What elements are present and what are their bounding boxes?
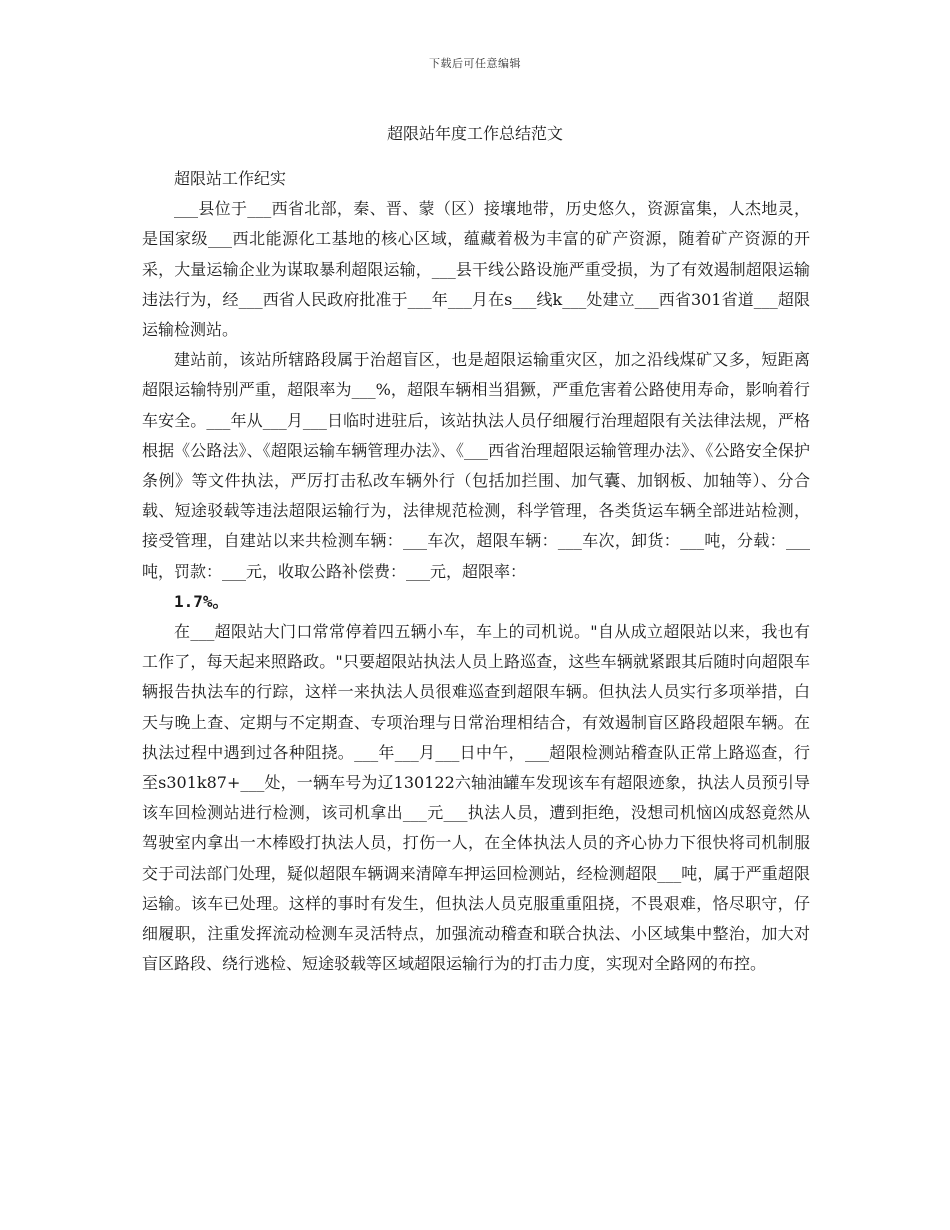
document-subtitle: 超限站工作纪实: [174, 169, 287, 188]
document-title: 超限站年度工作总结范文: [386, 124, 563, 143]
paragraph-2: 建站前，该站所辖路段属于治超盲区，也是超限运输重灾区，加之沿线煤矿又多，短距离超限运输特别严重，超限率为___%，超限车辆相当猖獗，严重危害着公路使用寿命，影响着行车安全。___年从___月___日临时进驻后，该站执法人员仔细履行治理超限有关法律法规，严格根据《公路法》、《超限运输车辆管理办法》、《___西省治理超限运输管理办法》、《公路安全保护条例》等文件执法，严厉打击私改车辆外行（包括加拦围、加气囊、加钢板、加轴等）、分合载、短途驳载等违法超限运输行为，法律规范检测，科学管理，各类货运车辆全部进站检测，接受管理，自建站以来共检测车辆：___车次，超限车辆：___车次，卸货：___吨，分载：___吨，罚款：___元，收取公路补偿费：___元，超限率：: [142, 350, 810, 581]
paragraph-1: ___县位于___西省北部，秦、晋、蒙（区）接壤地带，历史悠久，资源富集，人杰地灵，是国家级___西北能源化工基地的核心区域，蕴藏着极为丰富的矿产资源，随着矿产资源的开采，大量运输企业为谋取暴利超限运输，___县干线公路设施严重受损，为了有效遏制超限运输违法行为，经___西省人民政府批准于___年___月在s___线k___处建立___西省301省道___超限运输检测站。: [142, 199, 810, 340]
header-note: 下载后可任意编辑: [429, 57, 521, 70]
paragraph-4: 在___超限站大门口常常停着四五辆小车，车上的司机说。"自从成立超限站以来，我也有工作了，每天起来照路政。"只要超限站执法人员上路巡查，这些车辆就紧跟其后随时向超限车辆报告执法车的行踪，这样一来执法人员很难巡查到超限车辆。但执法人员实行多项举措，白天与晚上查、定期与不定期查、专项治理与日常治理相结合，有效遏制盲区路段超限车辆。在执法过程中遇到过各种阻挠。___年___月___日中午，___超限检测站稽查队正常上路巡查，行至s301k87+___处，一辆车号为辽130122六轴油罐车发现该车有超限迹象，执法人员预引导该车回检测站进行检测，该司机拿出___元___执法人员，遭到拒绝，没想司机恼凶成怒竟然从驾驶室内拿出一木棒殴打执法人员，打伤一人，在全体执法人员的齐心协力下很快将司机制服交于司法部门处理，疑似超限车辆调来清障车押运回检测站，经检测超限___吨，属于严重超限运输。该车已处理。这样的事时有发生，但执法人员克服重重阻挠，不畏艰难，恪尽职守，仔细履职，注重发挥流动检测车灵活特点，加强流动稽查和联合执法、小区域集中整治，加大对盲区路段、绕行逃检、短途驳载等区域超限运输行为的打击力度，实现对全路网的布控。: [142, 622, 810, 974]
paragraph-3: 1.7%。: [174, 591, 229, 611]
document-body: [142, 164, 810, 979]
